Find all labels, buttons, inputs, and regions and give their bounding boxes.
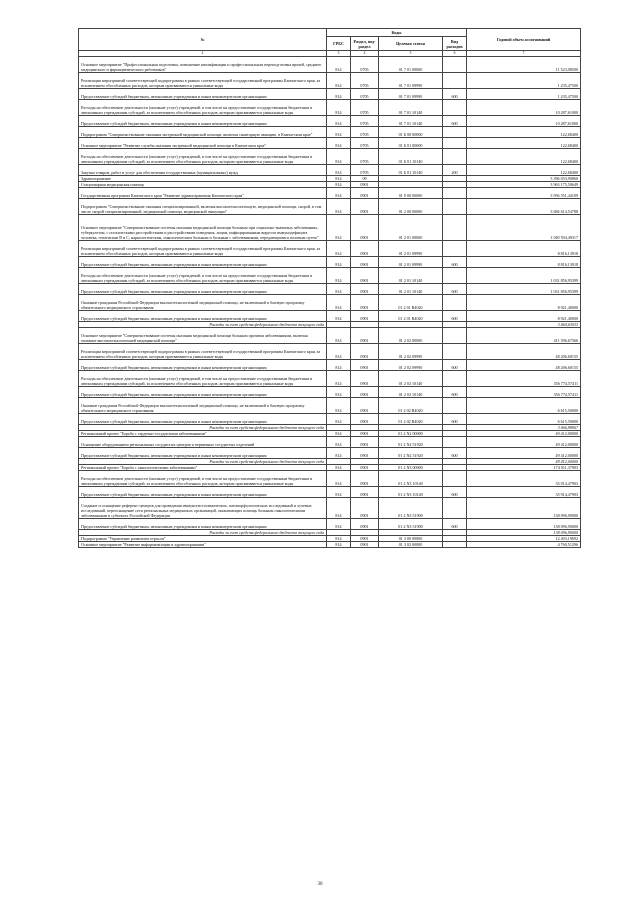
- row-razdel: 0901: [351, 387, 379, 398]
- row-razdel: 0705: [351, 89, 379, 100]
- row-razdel: 0705: [351, 149, 379, 165]
- row-target-article: 01 7 01 09990: [379, 73, 443, 89]
- colnum-1: 2: [79, 51, 327, 57]
- row-grbs: 814: [327, 465, 351, 471]
- row-razdel: 0901: [351, 398, 379, 414]
- table-row: [79, 284, 581, 295]
- row-description: Предоставление субсидий бюджетным, автономным учреждениям и иным некоммерческим организациям: [79, 284, 327, 295]
- row-amount: 1 031 856,95399: [467, 284, 581, 295]
- row-grbs: 814: [327, 149, 351, 165]
- row-grbs: 814: [327, 487, 351, 498]
- row-description: Расходы на обеспечение деятельности (оказание услуг) учреждений, в том числе на предоставление государственным бюджетным и автономным учреждениям субсидий, за исключением обособленных расходов, которым присваиваются уникальные коды: [79, 371, 327, 387]
- row-description: Реализация мероприятий соответствующей подпрограммы в рамках соответствующей государственной программы Камчатского края, за исключением обособленных расходов, которым присваиваются уникальные коды: [79, 241, 327, 257]
- table-row: [79, 100, 581, 116]
- row-target-article: 01 3 00 00000: [379, 536, 443, 542]
- table-row: [79, 188, 581, 199]
- row-target-article: 01 2 N2 00000: [379, 431, 443, 437]
- row-razdel: 0901: [351, 215, 379, 241]
- row-grbs: 814: [327, 268, 351, 284]
- row-amount: 1 235,47500: [467, 73, 581, 89]
- table-row: [79, 89, 581, 100]
- row-amount: 122,68400: [467, 149, 581, 165]
- row-amount: 356 774,57411: [467, 371, 581, 387]
- row-amount: 3 684 614,54788: [467, 199, 581, 215]
- row-target-article: 01 2 02 R4020: [379, 398, 443, 414]
- row-razdel: 0901: [351, 257, 379, 268]
- row-description: Предоставление субсидий бюджетным, автономным учреждениям и иным некоммерческим организациям: [79, 387, 327, 398]
- row-grbs: 814: [327, 199, 351, 215]
- row-expense-type: 600: [443, 116, 467, 127]
- row-description: Здравоохранение: [79, 176, 327, 182]
- row-target-article: 01 2 01 09990: [379, 241, 443, 257]
- row-target-article: 01 2 N3 00000: [379, 465, 443, 471]
- row-description: Основное мероприятие "Развитие службы оказания экстренной медицинской помощи в Камчатском крае": [79, 138, 327, 149]
- row-grbs: 814: [327, 100, 351, 116]
- row-amount: 35 914,47903: [467, 471, 581, 487]
- row-expense-type: 600: [443, 311, 467, 322]
- table-row: [79, 295, 581, 311]
- table-row: [79, 328, 581, 344]
- row-razdel: 0901: [351, 371, 379, 387]
- row-expense-type: 600: [443, 519, 467, 530]
- row-amount: 3 464,63033: [467, 322, 581, 328]
- row-description: Предоставление субсидий бюджетным, автономным учреждениям и иным некоммерческим организациям: [79, 89, 327, 100]
- table-row: [79, 344, 581, 360]
- row-expense-type: 600: [443, 387, 467, 398]
- row-expense-type: 600: [443, 487, 467, 498]
- row-amount: 8 921,40000: [467, 295, 581, 311]
- table-row: [79, 371, 581, 387]
- row-razdel: 0901: [351, 519, 379, 530]
- row-razdel: 0901: [351, 414, 379, 425]
- table-row: [79, 138, 581, 149]
- row-amount: 8 921,40000: [467, 311, 581, 322]
- row-amount: 1 049 594,49317: [467, 215, 581, 241]
- row-grbs: 814: [327, 360, 351, 371]
- row-expense-type: [443, 127, 467, 138]
- row-description: Подпрограмма "Управление развитием отрасли": [79, 536, 327, 542]
- row-amount: 122,68400: [467, 138, 581, 149]
- row-target-article: 01 2 01 R4020: [379, 295, 443, 311]
- row-description: Расходы за счет средств федерального бюджета текущего года: [79, 322, 327, 328]
- row-razdel: 0901: [351, 328, 379, 344]
- row-grbs: 814: [327, 89, 351, 100]
- row-target-article: 01 Б 01 10140: [379, 165, 443, 176]
- table-row: [79, 116, 581, 127]
- row-grbs: 814: [327, 73, 351, 89]
- row-razdel: 0705: [351, 100, 379, 116]
- table-row: [79, 257, 581, 268]
- table-row: [79, 149, 581, 165]
- row-target-article: 01 3 02 00000: [379, 542, 443, 548]
- row-description: Оказание гражданам Российской Федерации высокотехнологичной медицинской помощи, не включенной в базовую программу обязательного медицинского страхования: [79, 295, 327, 311]
- row-expense-type: [443, 268, 467, 284]
- colnum-6: 6: [443, 51, 467, 57]
- row-description: Подпрограмма "Совершенствование оказания специализированной, включая высокотехнологичную, медицинской помощи, скорой, в том числе скорой специализированной, медицинской помощи, медицинской эвакуации": [79, 199, 327, 215]
- row-grbs: 814: [327, 127, 351, 138]
- row-grbs: 814: [327, 295, 351, 311]
- row-razdel: 09: [351, 176, 379, 182]
- row-expense-type: [443, 398, 467, 414]
- row-razdel: 0901: [351, 487, 379, 498]
- colnum-4: 4: [351, 51, 379, 57]
- row-target-article: 01 2 01 09990: [379, 257, 443, 268]
- row-amount: 411 596,67566: [467, 328, 581, 344]
- row-expense-type: [443, 241, 467, 257]
- row-amount: 3 066,98967: [467, 425, 581, 431]
- row-description: Стационарная медицинская помощь: [79, 182, 327, 188]
- row-amount: 35 914,47903: [467, 487, 581, 498]
- row-amount: 10 287,61000: [467, 100, 581, 116]
- table-row: [79, 398, 581, 414]
- table-body: [79, 57, 581, 548]
- row-expense-type: [443, 199, 467, 215]
- row-target-article: 01 2 01 R4020: [379, 311, 443, 322]
- row-target-article: 01 7 01 00000: [379, 57, 443, 73]
- row-description: Предоставление субсидий бюджетным, автономным учреждениям и иным некоммерческим организациям: [79, 360, 327, 371]
- row-expense-type: 600: [443, 284, 467, 295]
- row-grbs: 814: [327, 398, 351, 414]
- row-razdel: 0705: [351, 57, 379, 73]
- row-expense-type: [443, 471, 467, 487]
- row-grbs: 814: [327, 257, 351, 268]
- row-expense-type: [443, 73, 467, 89]
- row-description: Предоставление субсидий бюджетным, автономным учреждениям и иным некоммерческим организациям: [79, 116, 327, 127]
- row-amount: 5 396 033,90860: [467, 176, 581, 182]
- row-target-article: 01 2 01 10140: [379, 284, 443, 295]
- row-target-article: 01 0 00 00000: [379, 188, 443, 199]
- row-description: Региональный проект "Борьба с сердечно-сосудистыми заболеваниями": [79, 431, 327, 437]
- row-razdel: 0901: [351, 268, 379, 284]
- row-description: Оснащение оборудованием региональных сосудистых центров и первичных сосудистых отделений: [79, 437, 327, 448]
- row-expense-type: [443, 542, 467, 548]
- row-expense-type: [443, 295, 467, 311]
- row-grbs: 814: [327, 431, 351, 437]
- row-description: Предоставление субсидий бюджетным, автономным учреждениям и иным некоммерческим организациям: [79, 487, 327, 498]
- header-volume: Годовой объем ассигнований: [467, 29, 581, 51]
- row-grbs: 814: [327, 328, 351, 344]
- row-target-article: 01 7 01 10140: [379, 100, 443, 116]
- row-razdel: 0901: [351, 536, 379, 542]
- row-expense-type: 600: [443, 257, 467, 268]
- row-expense-type: [443, 371, 467, 387]
- row-target-article: 01 2 02 10140: [379, 387, 443, 398]
- row-grbs: 814: [327, 344, 351, 360]
- row-description: Предоставление субсидий бюджетным, автономным учреждениям и иным некоммерческим организациям: [79, 519, 327, 530]
- table-row: [79, 414, 581, 425]
- row-amount: 138 096,90000: [467, 519, 581, 530]
- row-target-article: 01 2 02 00000: [379, 328, 443, 344]
- budget-table-sheet: [78, 28, 580, 548]
- row-razdel: 0901: [351, 199, 379, 215]
- row-expense-type: 200: [443, 165, 467, 176]
- table-row: [79, 73, 581, 89]
- row-razdel: 0705: [351, 138, 379, 149]
- row-description: Предоставление субсидий бюджетным, автономным учреждениям и иным некоммерческим организациям: [79, 448, 327, 459]
- table-row: [79, 498, 581, 519]
- row-razdel: 0901: [351, 465, 379, 471]
- row-amount: 10 287,61000: [467, 116, 581, 127]
- row-grbs: 814: [327, 471, 351, 487]
- row-amount: 8 816,13918: [467, 257, 581, 268]
- row-razdel: 0705: [351, 165, 379, 176]
- row-grbs: 814: [327, 437, 351, 448]
- row-amount: 49 412,00000: [467, 448, 581, 459]
- row-amount: 48 206,60155: [467, 360, 581, 371]
- row-description: Закупка товаров, работ и услуг для обеспечения государственных (муниципальных) нужд: [79, 165, 327, 176]
- row-grbs: 814: [327, 241, 351, 257]
- row-expense-type: [443, 344, 467, 360]
- row-target-article: 01 2 N3 10140: [379, 471, 443, 487]
- row-target-article: 01 7 01 10140: [379, 116, 443, 127]
- row-amount: 49 412,00000: [467, 437, 581, 448]
- row-expense-type: 600: [443, 89, 467, 100]
- row-amount: 8 816,13918: [467, 241, 581, 257]
- table-row: [79, 471, 581, 487]
- row-amount: 4 760,51296: [467, 542, 581, 548]
- row-description: Расходы на обеспечение деятельности (оказание услуг) учреждений, в том числе на предоставление государственным бюджетным и автономным учреждениям субсидий, за исключением обособленных расходов, которым присваиваются уникальные коды: [79, 268, 327, 284]
- row-description: Предоставление субсидий бюджетным, автономным учреждениям и иным некоммерческим организациям: [79, 257, 327, 268]
- row-amount: 6 615,50000: [467, 398, 581, 414]
- row-target-article: 01 2 02 09990: [379, 344, 443, 360]
- table-row: [79, 437, 581, 448]
- row-razdel: 0901: [351, 437, 379, 448]
- header-codes: Коды: [327, 29, 467, 37]
- row-razdel: 0901: [351, 431, 379, 437]
- row-description: Расходы на обеспечение деятельности (оказание услуг) учреждений, в том числе на предоставление государственным бюджетным и автономным учреждениям субсидий, за исключением обособленных расходов, которым присваиваются уникальные коды: [79, 149, 327, 165]
- row-target-article: 01 2 N3 51900: [379, 498, 443, 519]
- row-grbs: 814: [327, 519, 351, 530]
- row-target-article: 01 2 N3 51900: [379, 519, 443, 530]
- row-expense-type: 600: [443, 448, 467, 459]
- row-amount: 12 403,19692: [467, 536, 581, 542]
- row-description: Региональный проект "Борьба с онкологическими заболеваниями": [79, 465, 327, 471]
- row-grbs: 814: [327, 387, 351, 398]
- row-amount: 122,68400: [467, 127, 581, 138]
- row-expense-type: [443, 138, 467, 149]
- row-description: Реализация мероприятий соответствующей подпрограммы в рамках соответствующей государственной программы Камчатского края, за исключением обособленных расходов, которым присваиваются уникальные коды: [79, 73, 327, 89]
- row-razdel: 0901: [351, 448, 379, 459]
- header-grbs: ГРБС: [327, 37, 351, 51]
- row-amount: 3 963 175,50649: [467, 182, 581, 188]
- row-description: Расходы на обеспечение деятельности (оказание услуг) учреждений, в том числе на предоставление государственным бюджетным и автономным учреждениям субсидий, за исключением обособленных расходов, которым присваиваются уникальные коды: [79, 471, 327, 487]
- row-razdel: 0705: [351, 73, 379, 89]
- row-grbs: 814: [327, 188, 351, 199]
- row-amount: 138 096,90000: [467, 530, 581, 536]
- table-row: [79, 487, 581, 498]
- row-grbs: 814: [327, 215, 351, 241]
- header-csr: Целевая статья: [379, 37, 443, 51]
- row-target-article: 01 2 N3 10140: [379, 487, 443, 498]
- row-amount: 49 412,00000: [467, 459, 581, 465]
- table-row: [79, 542, 581, 548]
- row-grbs: 814: [327, 182, 351, 188]
- row-amount: 174 011,37903: [467, 465, 581, 471]
- row-amount: 1 031 856,95399: [467, 268, 581, 284]
- header-vr: Вид расходов: [443, 37, 467, 51]
- row-razdel: 0901: [351, 295, 379, 311]
- row-amount: 48 206,60155: [467, 344, 581, 360]
- row-razdel: 0901: [351, 241, 379, 257]
- row-description: Создание и оснащение референс-центров для проведения иммуногистохимических, патоморфологических исследований и лучевых исследований, переоснащение сети региональных медицинских организаций, оказывающих помощь больным онкологическими заболеваниями в субъектах Российской Федерации: [79, 498, 327, 519]
- row-grbs: 814: [327, 116, 351, 127]
- budget-table: [78, 28, 581, 548]
- row-grbs: 814: [327, 371, 351, 387]
- page-number: 30: [317, 882, 323, 887]
- table-row: [79, 519, 581, 530]
- row-description: Предоставление субсидий бюджетным, автономным учреждениям и иным некоммерческим организациям: [79, 414, 327, 425]
- row-description: Основное мероприятие "Профессиональная подготовка, повышение квалификации и профессиональная переподготовка врачей, среднего медицинского и фармацевтического работников": [79, 57, 327, 73]
- row-description: Предоставление субсидий бюджетным, автономным учреждениям и иным некоммерческим организациям: [79, 311, 327, 322]
- row-grbs: 814: [327, 138, 351, 149]
- table-row: [79, 165, 581, 176]
- row-target-article: 01 2 01 00000: [379, 215, 443, 241]
- row-description: Основное мероприятие "Развитие информатизации в здравоохранении": [79, 542, 327, 548]
- table-row: [79, 57, 581, 73]
- row-amount: 138 096,90000: [467, 498, 581, 519]
- row-target-article: 01 2 02 R4020: [379, 414, 443, 425]
- row-grbs: 814: [327, 414, 351, 425]
- row-expense-type: [443, 149, 467, 165]
- row-amount: 356 774,57411: [467, 387, 581, 398]
- row-description: Расходы за счет средств федерального бюджета текущего года: [79, 425, 327, 431]
- row-expense-type: [443, 215, 467, 241]
- row-grbs: 814: [327, 57, 351, 73]
- header-num: №: [79, 29, 327, 51]
- row-description: Основное мероприятие "Совершенствование системы оказания медицинской помощи больным при социально-значимых заболеваниях, туберкулезом, с психическими расстройствами и расстройствами поведения, лицам, инфицированным вирусом иммунодефицита человека, гепатитами B и C, наркологическим, онкологическим больным и больным с заболеваниями, передающимися половым путем": [79, 215, 327, 241]
- row-target-article: 01 2 01 10140: [379, 268, 443, 284]
- row-expense-type: [443, 328, 467, 344]
- row-target-article: 01 2 02 09990: [379, 360, 443, 371]
- table-row: [79, 387, 581, 398]
- row-razdel: 0901: [351, 188, 379, 199]
- row-target-article: 01 Б 01 10140: [379, 149, 443, 165]
- row-grbs: 814: [327, 542, 351, 548]
- row-amount: 6 615,50000: [467, 414, 581, 425]
- table-row: [79, 268, 581, 284]
- table-row: [79, 360, 581, 371]
- row-grbs: 814: [327, 311, 351, 322]
- row-description: Реализация мероприятий соответствующей подпрограммы в рамках соответствующей государственной программы Камчатского края, за исключением обособленных расходов, которым присваиваются уникальные коды: [79, 344, 327, 360]
- row-grbs: 814: [327, 448, 351, 459]
- row-expense-type: 600: [443, 414, 467, 425]
- row-razdel: 0901: [351, 542, 379, 548]
- row-razdel: 0901: [351, 182, 379, 188]
- row-target-article: 01 2 N2 51920: [379, 437, 443, 448]
- table-row: [79, 127, 581, 138]
- colnum-3: 3: [327, 51, 351, 57]
- table-row: [79, 448, 581, 459]
- row-description: Расходы на обеспечение деятельности (оказание услуг) учреждений, в том числе на предоставление государственным бюджетным и автономным учреждениям субсидий, за исключением обособленных расходов, которым присваиваются уникальные коды: [79, 100, 327, 116]
- row-razdel: 0901: [351, 471, 379, 487]
- row-razdel: 0901: [351, 498, 379, 519]
- row-description: Основное мероприятие "Совершенствование системы оказания медицинской помощи больным прочими заболеваниями, включая оказание высокотехнологичной медицинской помощи": [79, 328, 327, 344]
- row-grbs: 814: [327, 536, 351, 542]
- row-target-article: 01 7 01 09990: [379, 89, 443, 100]
- row-expense-type: [443, 188, 467, 199]
- colnum-7: 7: [467, 51, 581, 57]
- row-target-article: 01 2 N2 51920: [379, 448, 443, 459]
- row-amount: 1 235,47500: [467, 89, 581, 100]
- row-razdel: 0901: [351, 284, 379, 295]
- row-expense-type: 600: [443, 360, 467, 371]
- table-row: [79, 311, 581, 322]
- row-expense-type: [443, 498, 467, 519]
- row-description: Оказание гражданам Российской Федерации высокотехнологичной медицинской помощи, не включенной в базовую программу обязательного медицинского страхования: [79, 398, 327, 414]
- row-expense-type: [443, 57, 467, 73]
- row-grbs: 814: [327, 498, 351, 519]
- table-row: [79, 241, 581, 257]
- row-target-article: 01 2 02 10140: [379, 371, 443, 387]
- row-grbs: 814: [327, 165, 351, 176]
- row-amount: 3 956 551,44109: [467, 188, 581, 199]
- row-expense-type: [443, 100, 467, 116]
- row-razdel: 0901: [351, 311, 379, 322]
- row-razdel: 0901: [351, 360, 379, 371]
- table-row: [79, 215, 581, 241]
- row-razdel: 0901: [351, 344, 379, 360]
- row-grbs: 814: [327, 284, 351, 295]
- row-grbs: 814: [327, 176, 351, 182]
- header-razdel: Раздел, под-раздел: [351, 37, 379, 51]
- row-expense-type: [443, 437, 467, 448]
- row-description: Государственная программа Камчатского края "Развитие здравоохранения Камчатского края": [79, 188, 327, 199]
- table-row: [79, 199, 581, 215]
- row-amount: 122,68400: [467, 165, 581, 176]
- row-amount: 49 412,00000: [467, 431, 581, 437]
- row-description: Расходы за счет средств федерального бюджета текущего года: [79, 459, 327, 465]
- row-description: Подпрограмма "Совершенствование оказания экстренной медицинской помощи, включая санитарную авиацию, в Камчатском крае": [79, 127, 327, 138]
- row-target-article: 01 Б 01 00000: [379, 138, 443, 149]
- row-razdel: 0705: [351, 127, 379, 138]
- row-target-article: 01 2 00 00000: [379, 199, 443, 215]
- row-target-article: 01 Б 00 00000: [379, 127, 443, 138]
- row-amount: 11 523,08500: [467, 57, 581, 73]
- colnum-5: 5: [379, 51, 443, 57]
- row-razdel: 0705: [351, 116, 379, 127]
- row-description: Расходы за счет средств федерального бюджета текущего года: [79, 530, 327, 536]
